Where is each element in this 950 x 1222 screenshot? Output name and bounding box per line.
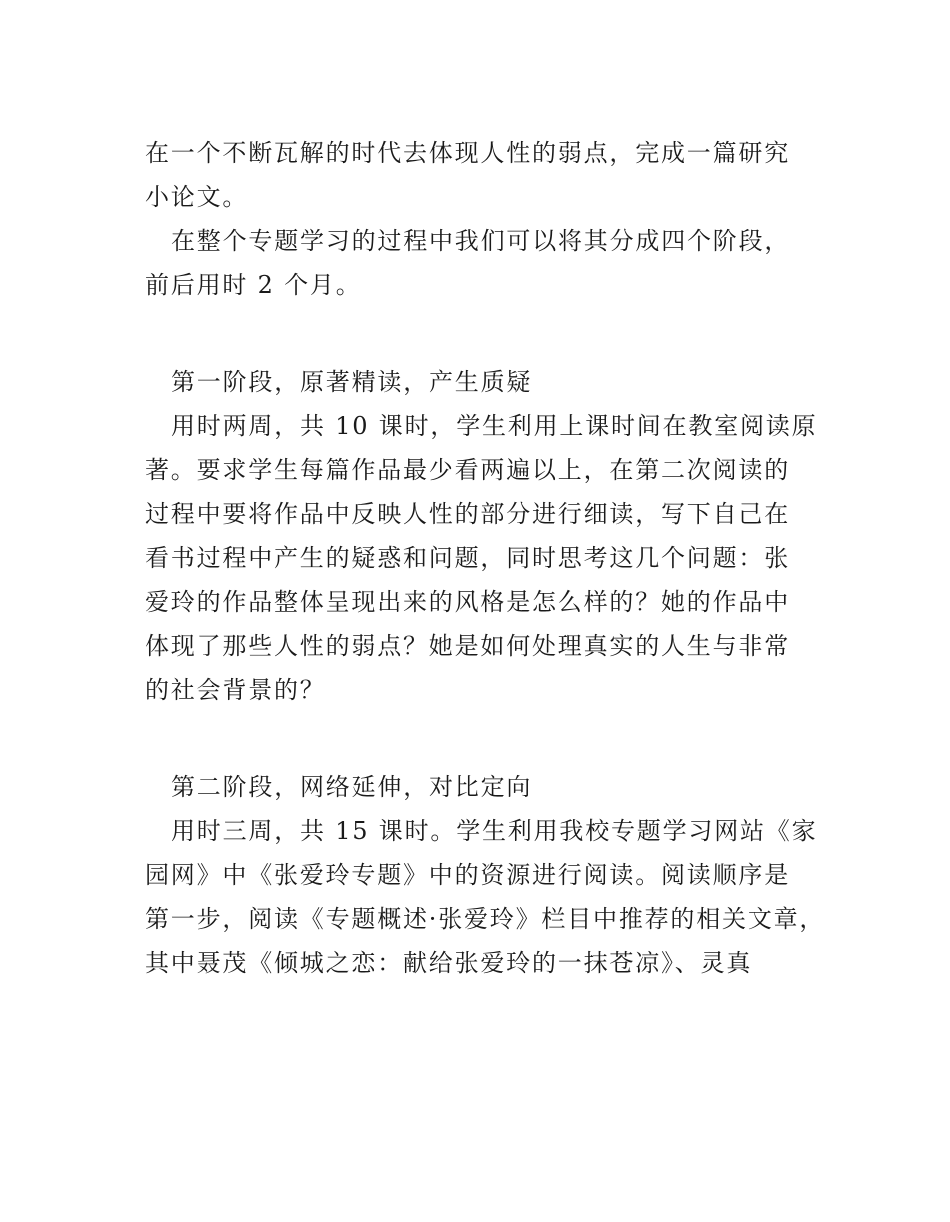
body-line: 前后用时 2 个月。 [145,271,362,299]
body-line: 体现了那些人性的弱点？她是如何处理真实的人生与非常 [145,632,790,660]
body-line: 著。要求学生每篇作品最少看两遍以上，在第二次阅读的 [145,456,790,484]
body-line: 过程中要将作品中反映人性的部分进行细读，写下自己在 [145,500,790,528]
body-line: 园网》中《张爱玲专题》中的资源进行阅读。阅读顺序是 [145,861,790,889]
body-line: 在一个不断瓦解的时代去体现人性的弱点，完成一篇研究 [145,139,790,167]
paragraph-first-line: 用时两周，共 10 课时，学生利用上课时间在教室阅读原 [171,412,818,440]
body-line: 其中聂茂《倾城之恋：献给张爱玲的一抹苍凉》、灵真 [145,949,753,977]
stage2-heading: 第二阶段，网络延伸，对比定向 [171,773,533,801]
stage1-heading: 第一阶段，原著精读，产生质疑 [171,368,533,396]
body-line: 的社会背景的？ [145,676,326,704]
body-line: 第一步，阅读《专题概述·张爱玲》栏目中推荐的相关文章， [145,905,826,933]
body-line: 爱玲的作品整体呈现出来的风格是怎么样的？她的作品中 [145,588,790,616]
paragraph-gap [145,307,830,360]
paragraph-gap [145,712,830,765]
body-line: 小论文。 [145,183,249,211]
paragraph-first-line: 在整个专题学习的过程中我们可以将其分成四个阶段， [171,227,791,255]
paragraph-first-line: 用时三周，共 15 课时。学生利用我校专题学习网站《家 [171,817,818,845]
body-line: 看书过程中产生的疑惑和问题，同时思考这几个问题：张 [145,544,790,572]
